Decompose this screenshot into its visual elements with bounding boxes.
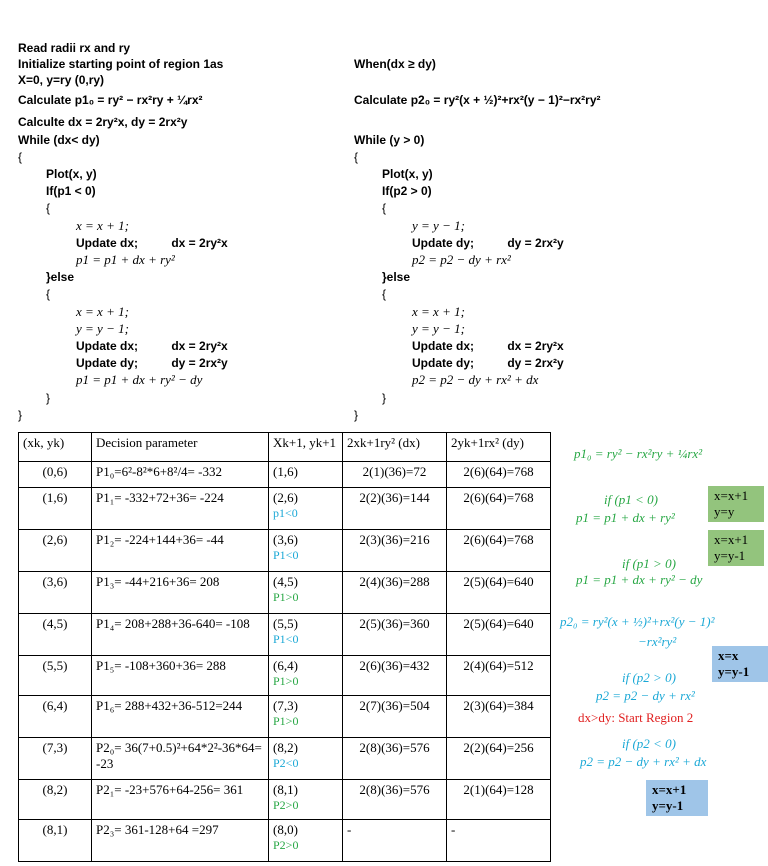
cell-next-point: [269, 738, 343, 780]
table-row: [19, 530, 551, 572]
cell-dy: 2(6)(64)=768: [447, 530, 551, 572]
condition-note: P1>0: [273, 714, 299, 728]
algo-line: y = y − 1;: [76, 321, 129, 336]
cell-dx: 2(8)(36)=576: [343, 780, 447, 820]
header-point: (xk, yk): [19, 433, 92, 462]
cell-dx: 2(3)(36)=216: [343, 530, 447, 572]
cell-decision: P1₄= 208+288+36-640= -108: [92, 614, 269, 656]
p2-initial-formula-cont: −rx²ry²: [638, 634, 677, 649]
algo-line: x = x + 1;: [76, 218, 129, 233]
algo-line: p1 = p1 + dx + ry²: [76, 252, 175, 267]
next-point-value: (8,1): [273, 782, 298, 797]
p1-initial-formula: p1₀ = ry² − rx²ry + ¼rx²: [574, 446, 703, 461]
cell-dy: 2(2)(64)=256: [447, 738, 551, 780]
cell-decision: P2₁= -23+576+64-256= 361: [92, 780, 269, 820]
algo-line: {: [18, 150, 23, 164]
cell-point: (3,6): [19, 572, 92, 614]
next-point-value: (8,2): [273, 740, 298, 755]
algo-line: x = x + 1;: [76, 304, 129, 319]
cell-dx: 2(2)(36)=144: [343, 488, 447, 530]
step-box-green-1: [708, 486, 764, 522]
algo-line: Update dy; dy = 2rx²y: [412, 236, 564, 250]
region1-algorithm: [18, 40, 348, 430]
step-line: y=y-1: [652, 798, 684, 813]
p2-update-formula: p2 = p2 − dy + rx²: [596, 688, 695, 703]
cell-dx: 2(4)(36)=288: [343, 572, 447, 614]
cell-point: (0,6): [19, 462, 92, 488]
algo-line: Update dy; dy = 2rx²y: [76, 356, 228, 370]
header-next-point: Xk+1, yk+1: [269, 433, 343, 462]
algo-line: Update dy; dy = 2rx²y: [412, 356, 564, 370]
header-dx: 2xk+1ry² (dx): [343, 433, 447, 462]
algo-line: y = y − 1;: [412, 218, 465, 233]
cell-dx: -: [343, 820, 447, 862]
cell-decision: P1₁= -332+72+36= -224: [92, 488, 269, 530]
cell-dy: 2(4)(64)=512: [447, 656, 551, 696]
step-line: x=x: [718, 648, 739, 663]
algo-line: {: [354, 150, 359, 164]
algo-line: }else: [46, 270, 75, 284]
algo-line: {: [46, 287, 51, 301]
p1-update-formula: p1 = p1 + dx + ry²: [576, 510, 675, 525]
algo-line: }: [18, 408, 23, 422]
cell-dy: 2(3)(64)=384: [447, 696, 551, 738]
table-row: [19, 696, 551, 738]
cell-point: (8,2): [19, 780, 92, 820]
cell-point: (6,4): [19, 696, 92, 738]
step-line: y=y: [714, 504, 735, 519]
header-decision: Decision parameter: [92, 433, 269, 462]
cell-next-point: [269, 572, 343, 614]
step-line: y=y-1: [718, 664, 750, 679]
p2-initial-formula: p2₀ = ry²(x + ½)²+rx²(y − 1)²: [560, 614, 715, 629]
cell-next-point: [269, 462, 343, 488]
algo-line: Initialize starting point of region 1as: [18, 57, 224, 71]
condition-p2-negative: if (p2 < 0): [622, 736, 676, 751]
cell-point: (1,6): [19, 488, 92, 530]
condition-note: P2>0: [273, 798, 299, 812]
cell-dx: 2(5)(36)=360: [343, 614, 447, 656]
next-point-value: (7,3): [273, 698, 298, 713]
cell-point: (7,3): [19, 738, 92, 780]
cell-next-point: [269, 820, 343, 862]
algo-line: }: [46, 391, 51, 405]
algo-line: {: [382, 201, 387, 215]
algo-line: y = y − 1;: [412, 321, 465, 336]
table-body: [19, 462, 551, 862]
table-row: [19, 462, 551, 488]
cell-dy: -: [447, 820, 551, 862]
algo-line: p2 = p2 − dy + rx² + dx: [412, 372, 539, 387]
condition-note: P1>0: [273, 590, 299, 604]
next-point-value: (8,0): [273, 822, 298, 837]
iteration-table: [18, 432, 551, 862]
header-dy: 2yk+1rx² (dy): [447, 433, 551, 462]
cell-next-point: [269, 614, 343, 656]
region2-algorithm: [354, 40, 754, 430]
region-switch-note: dx>dy: Start Region 2: [578, 710, 694, 725]
cell-dy: 2(6)(64)=768: [447, 488, 551, 530]
algo-line: {: [46, 201, 51, 215]
step-line: x=x+1: [714, 488, 749, 503]
algo-line: While (y > 0): [354, 133, 425, 147]
condition-note: P1<0: [273, 548, 299, 562]
algo-line: }: [354, 408, 359, 422]
condition-p1-negative: if (p1 < 0): [604, 492, 658, 507]
cell-decision: P1₆= 288+432+36-512=244: [92, 696, 269, 738]
table-header-row: [19, 433, 551, 462]
algo-line: p2 = p2 − dy + rx²: [412, 252, 511, 267]
condition-note: P2<0: [273, 756, 299, 770]
cell-decision: P1₅= -108+360+36= 288: [92, 656, 269, 696]
algo-line: Plot(x, y): [46, 167, 97, 181]
cell-point: (5,5): [19, 656, 92, 696]
cell-dx: 2(8)(36)=576: [343, 738, 447, 780]
algo-line: Update dx; dx = 2ry²x: [76, 339, 228, 353]
cell-point: (2,6): [19, 530, 92, 572]
cell-dx: 2(7)(36)=504: [343, 696, 447, 738]
cell-next-point: [269, 530, 343, 572]
cell-dy: 2(1)(64)=128: [447, 780, 551, 820]
cell-point: (8,1): [19, 820, 92, 862]
condition-note: P2>0: [273, 838, 299, 852]
algo-line: Calculate p2₀ = ry²(x + ½)²+rx²(y − 1)²−rx²ry²: [354, 93, 601, 107]
cell-decision: P1₂= -224+144+36= -44: [92, 530, 269, 572]
condition-p1-positive: if (p1 > 0): [622, 556, 676, 571]
algo-line: {: [382, 287, 387, 301]
condition-note: P1<0: [273, 632, 299, 646]
algo-line: If(p1 < 0): [46, 184, 96, 198]
algo-line: When(dx ≥ dy): [354, 57, 436, 71]
cell-next-point: [269, 656, 343, 696]
cell-point: (4,5): [19, 614, 92, 656]
cell-dx: 2(1)(36)=72: [343, 462, 447, 488]
algo-line: Update dx; dx = 2ry²x: [412, 339, 564, 353]
condition-p2-positive: if (p2 > 0): [622, 670, 676, 685]
algo-line: Calculate p1₀ = ry² − rx²ry + ¼rx²: [18, 93, 203, 107]
table-row: [19, 488, 551, 530]
step-line: x=x+1: [714, 532, 749, 547]
algo-line: Calculte dx = 2ry²x, dy = 2rx²y: [18, 115, 188, 129]
next-point-value: (6,4): [273, 658, 298, 673]
algo-line: X=0, y=ry (0,ry): [18, 73, 105, 87]
cell-next-point: [269, 780, 343, 820]
next-point-value: (4,5): [273, 574, 298, 589]
step-box-green-2: [708, 530, 764, 566]
cell-decision: P1₃= -44+216+36= 208: [92, 572, 269, 614]
algo-line: Plot(x, y): [382, 167, 433, 181]
cell-dx: 2(6)(36)=432: [343, 656, 447, 696]
cell-dy: 2(5)(64)=640: [447, 614, 551, 656]
p1-update-formula-2: p1 = p1 + dx + ry² − dy: [576, 572, 703, 587]
algo-line: }else: [382, 270, 411, 284]
algo-line: p1 = p1 + dx + ry² − dy: [76, 372, 203, 387]
next-point-value: (3,6): [273, 532, 298, 547]
cell-decision: P2₀= 36(7+0.5)²+64*2²-36*64= -23: [92, 738, 269, 780]
step-box-blue-2: [646, 780, 708, 816]
p2-update-formula-2: p2 = p2 − dy + rx² + dx: [580, 754, 707, 769]
cell-next-point: [269, 696, 343, 738]
algo-line: Read radii rx and ry: [18, 41, 131, 55]
condition-note: P1>0: [273, 674, 299, 688]
condition-note: p1<0: [273, 506, 298, 520]
algo-line: While (dx< dy): [18, 133, 100, 147]
step-line: y=y-1: [714, 548, 746, 563]
algo-line: If(p2 > 0): [382, 184, 432, 198]
step-line: x=x+1: [652, 782, 687, 797]
next-point-value: (5,5): [273, 616, 298, 631]
next-point-value: (1,6): [273, 464, 298, 479]
table-row: [19, 820, 551, 862]
table-row: [19, 738, 551, 780]
cell-dy: 2(5)(64)=640: [447, 572, 551, 614]
cell-decision: P1₀=6²-8²*6+8²/4= -332: [92, 462, 269, 488]
algo-line: }: [382, 391, 387, 405]
algo-line: x = x + 1;: [412, 304, 465, 319]
cell-decision: P2₃= 361-128+64 =297: [92, 820, 269, 862]
table-row: [19, 656, 551, 696]
next-point-value: (2,6): [273, 490, 298, 505]
table-row: [19, 780, 551, 820]
table-row: [19, 614, 551, 656]
cell-dy: 2(6)(64)=768: [447, 462, 551, 488]
cell-next-point: [269, 488, 343, 530]
algo-line: Update dx; dx = 2ry²x: [76, 236, 228, 250]
step-box-blue-1: [712, 646, 768, 682]
table-row: [19, 572, 551, 614]
